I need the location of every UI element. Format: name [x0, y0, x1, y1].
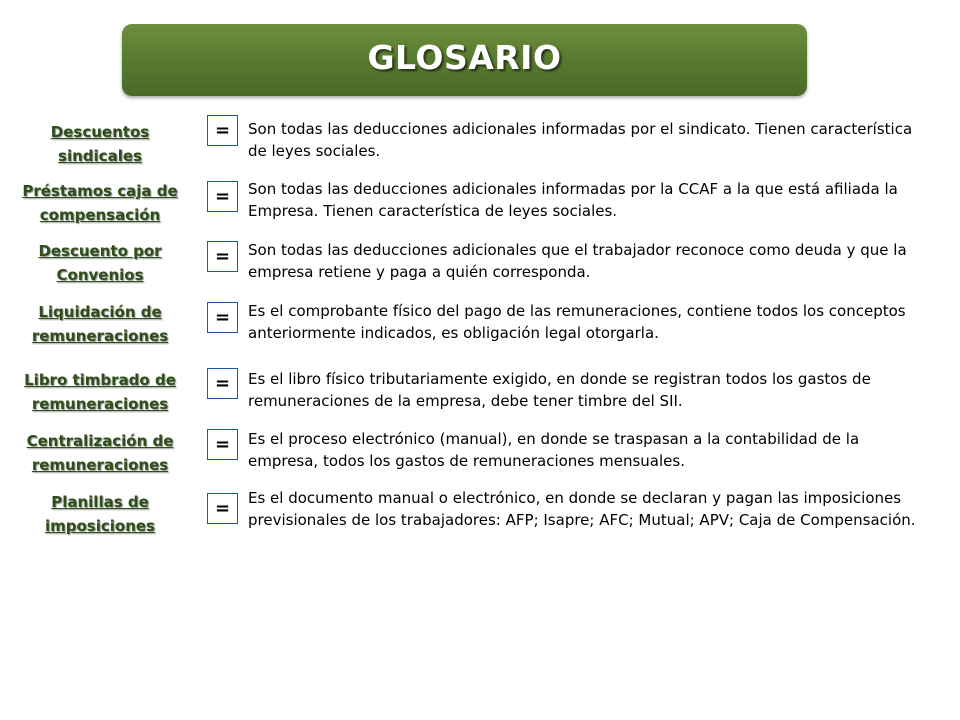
- page-title: GLOSARIO: [367, 37, 562, 77]
- equals-box: =: [207, 429, 238, 460]
- equals-box: =: [207, 368, 238, 399]
- equals-box: =: [207, 115, 238, 146]
- term-libro-timbrado: Libro timbrado de remuneraciones: [24, 371, 176, 413]
- equals-box: =: [207, 241, 238, 272]
- title-banner: [122, 24, 807, 96]
- definition-descuentos-sindicales: Son todas las deducciones adicionales informadas por el sindicato. Tienen característica de leyes sociales.: [248, 120, 913, 160]
- equals-box: =: [207, 302, 238, 333]
- term-planillas-imposiciones: Planillas de imposiciones: [44, 493, 155, 535]
- term-descuento-convenios: Descuento por Convenios: [38, 242, 162, 284]
- equals-box: =: [207, 493, 238, 524]
- definition-libro-timbrado: Es el libro físico tributariamente exigido, en donde se registran todos los gastos de remuneraciones de la empresa, debe tener timbre del SII.: [248, 370, 871, 410]
- definition-centralizacion: Es el proceso electrónico (manual), en donde se traspasan a la contabilidad de la empresa, todos los gastos de remuneraciones mensuales.: [248, 430, 860, 470]
- term-descuentos-sindicales: Descuentos sindicales: [50, 123, 150, 165]
- term-liquidacion-remuneraciones: Liquidación de remuneraciones: [31, 303, 169, 345]
- term-prestamos-caja: Préstamos caja de compensación: [22, 182, 178, 224]
- equals-box: =: [207, 181, 238, 212]
- definition-descuento-convenios: Son todas las deducciones adicionales que el trabajador reconoce como deuda y que la empresa retiene y paga a quién corresponda.: [248, 241, 907, 281]
- term-centralizacion: Centralización de remuneraciones: [26, 432, 174, 474]
- definition-planillas-imposiciones: Es el documento manual o electrónico, en donde se declaran y pagan las imposiciones previsionales de los trabajadores: AFP; Isapre; AFC; Mutual; APV; Caja de Compensación.: [248, 489, 916, 529]
- definition-liquidacion-remuneraciones: Es el comprobante físico del pago de las remuneraciones, contiene todos los conceptos anteriormente indicados, es obligación legal otorgarla.: [248, 302, 906, 342]
- definition-prestamos-caja: Son todas las deducciones adicionales informadas por la CCAF a la que está afiliada la Empresa. Tienen característica de leyes sociales.: [248, 180, 898, 220]
